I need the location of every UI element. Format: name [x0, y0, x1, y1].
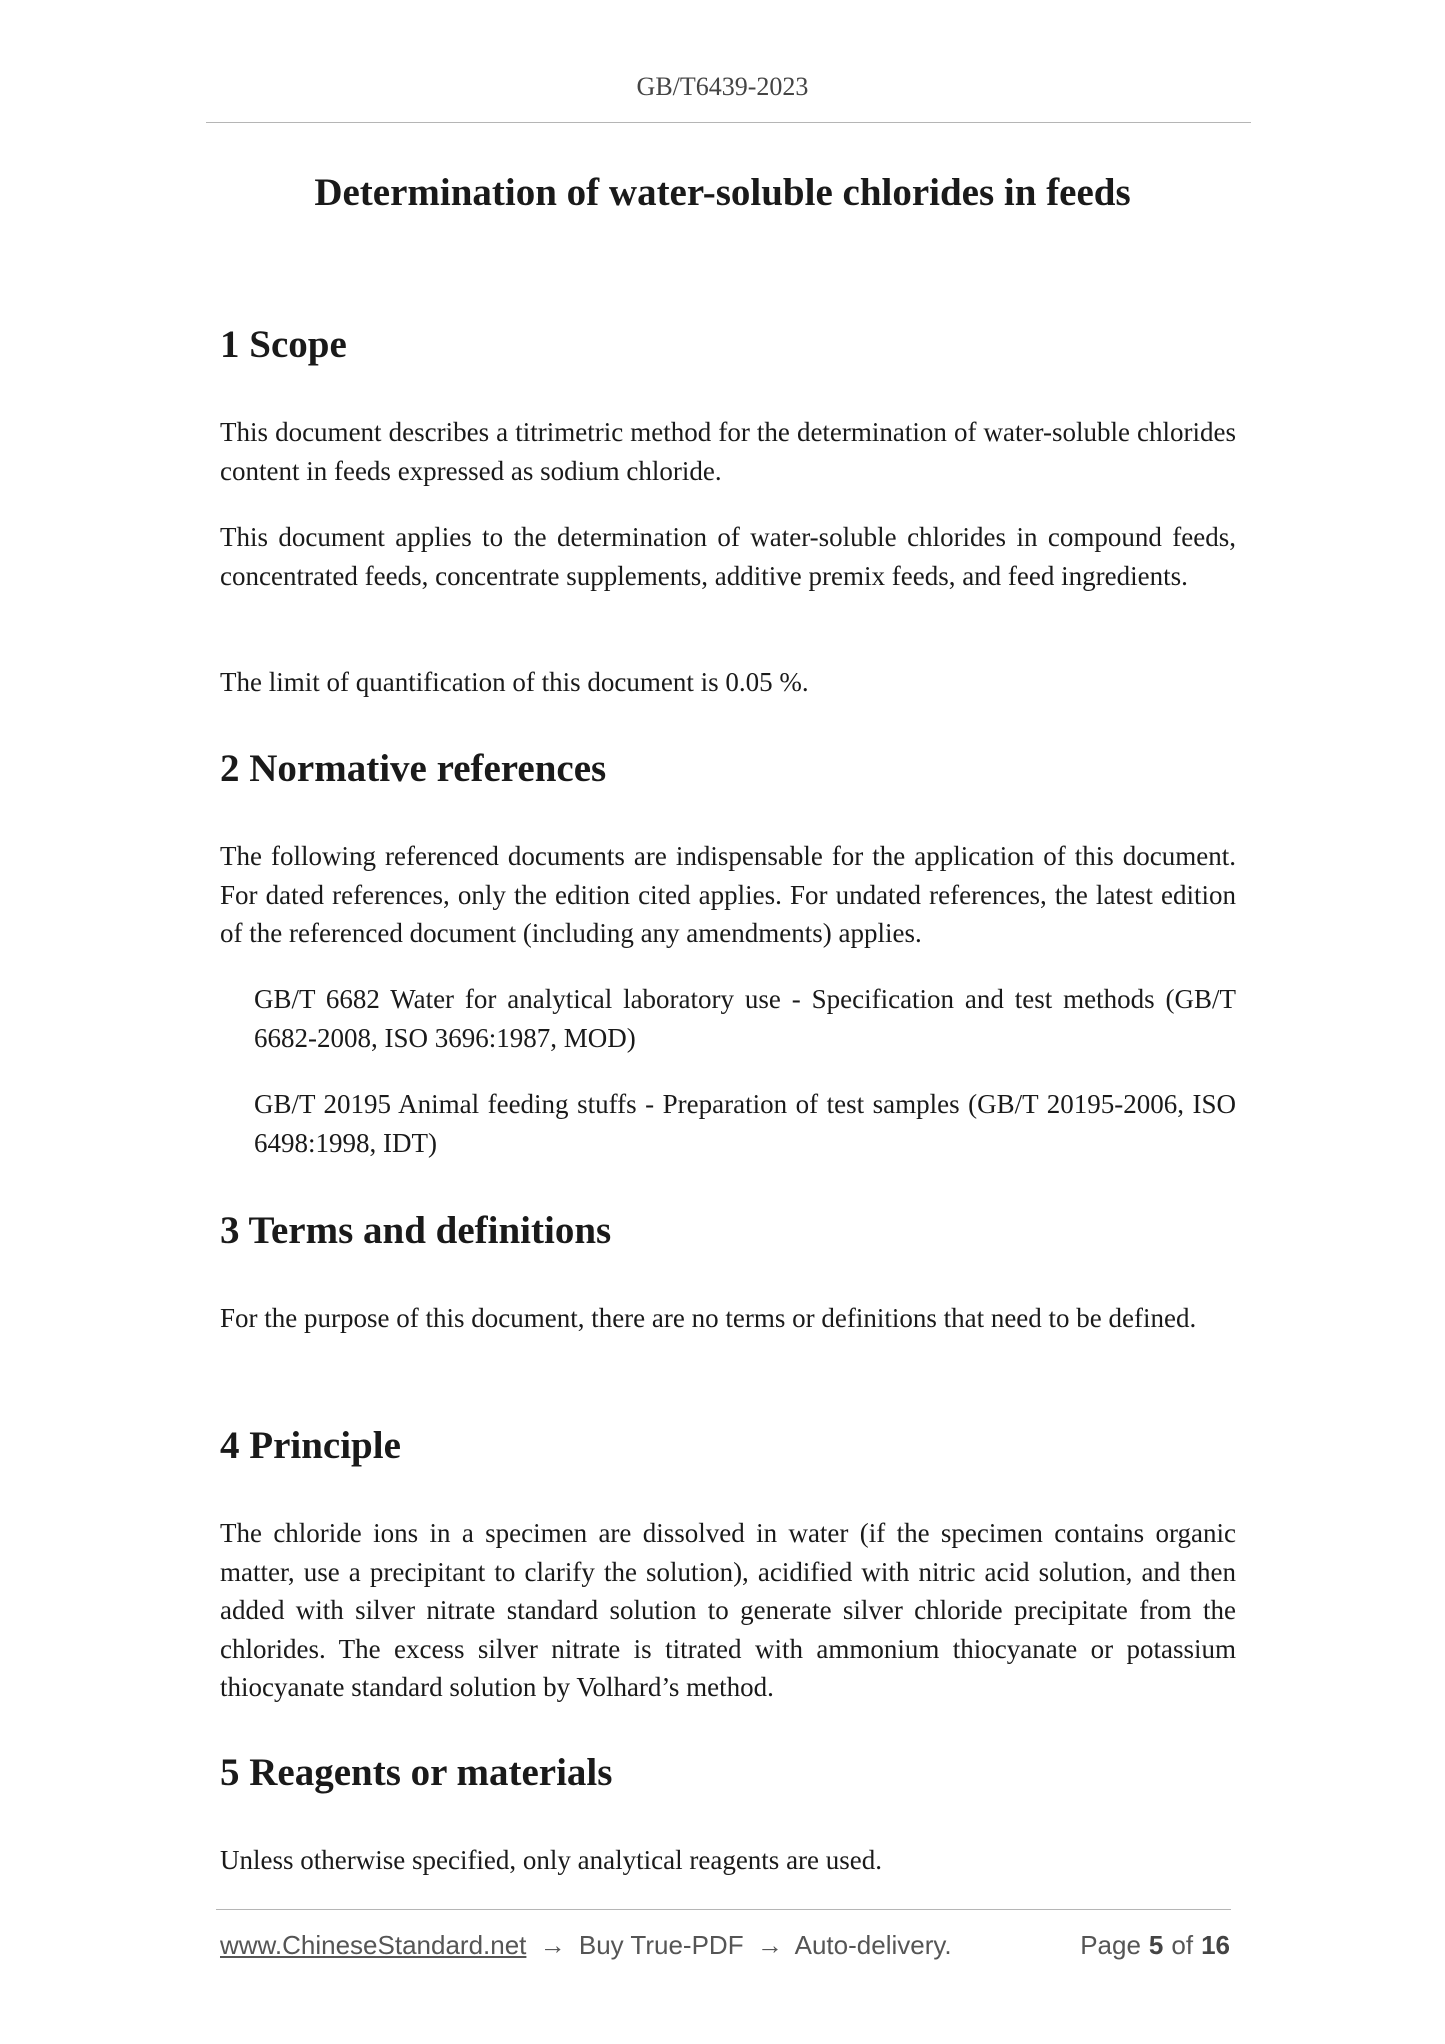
scope-paragraph: This document applies to the determination of water-soluble chlorides in compound feeds, concentrated feeds, concentrate supplements, additive premix feeds, and feed ingredients. — [220, 522, 1236, 591]
page-indicator — [1080, 1930, 1230, 1961]
terms-paragraph: For the purpose of this document, there are no terms or definitions that need to be defined. — [220, 1303, 1197, 1333]
document-title: Determination of water-soluble chlorides in feeds — [314, 171, 1131, 214]
footer-buy-text: Buy True-PDF — [578, 1930, 744, 1960]
page-footer — [220, 1930, 1230, 1966]
arrow-right-icon: → — [756, 1930, 783, 1960]
page-total: 16 — [1201, 1930, 1230, 1960]
scope-paragraph: This document describes a titrimetric method for the determination of water-soluble chlorides content in feeds expressed as sodium chloride. — [220, 417, 1236, 486]
header-standard-code: GB/T6439-2023 — [636, 72, 809, 101]
section-heading-principle: 4 Principle — [220, 1424, 401, 1467]
reagents-paragraph: Unless otherwise specified, only analytical reagents are used. — [220, 1845, 883, 1875]
header-divider — [206, 122, 1251, 123]
principle-paragraph: The chloride ions in a specimen are dissolved in water (if the specimen contains organic matter, use a precipitant to clarify the solution), acidified with nitric acid solution, and then added with silver nitrate standard solution to generate silver chloride precipitate from the chlorides. The excess silver nitrate is titrated with ammonium thiocyanate or potassium thiocyanate standard solution by Volhard’s method. — [220, 1518, 1236, 1702]
arrow-right-icon: → — [539, 1930, 566, 1960]
scope-paragraph: The limit of quantification of this document is 0.05 %. — [220, 667, 809, 697]
footer-site-link[interactable]: www.ChineseStandard.net — [220, 1930, 527, 1960]
section-heading-reagents: 5 Reagents or materials — [220, 1751, 613, 1794]
of-word: of — [1171, 1930, 1194, 1960]
reference-item: GB/T 6682 Water for analytical laboratory use - Specification and test methods (GB/T 6682-2008, ISO 3696:1987, MOD) — [254, 984, 1236, 1053]
reference-item: GB/T 20195 Animal feeding stuffs - Preparation of test samples (GB/T 20195-2006, ISO 6498:1998, IDT) — [254, 1089, 1236, 1158]
section-heading-scope: 1 Scope — [220, 323, 347, 366]
normative-references-paragraph: The following referenced documents are indispensable for the application of this document. For dated references, only the edition cited applies. For undated references, the latest edition of the referenced document (including any amendments) applies. — [220, 841, 1236, 948]
page-current: 5 — [1148, 1930, 1164, 1960]
page-word: Page — [1080, 1930, 1141, 1960]
footer-divider — [216, 1909, 1231, 1910]
section-heading-terms: 3 Terms and definitions — [220, 1209, 612, 1252]
section-heading-normative-references: 2 Normative references — [220, 747, 607, 790]
footer-delivery-text: Auto-delivery. — [794, 1930, 952, 1960]
